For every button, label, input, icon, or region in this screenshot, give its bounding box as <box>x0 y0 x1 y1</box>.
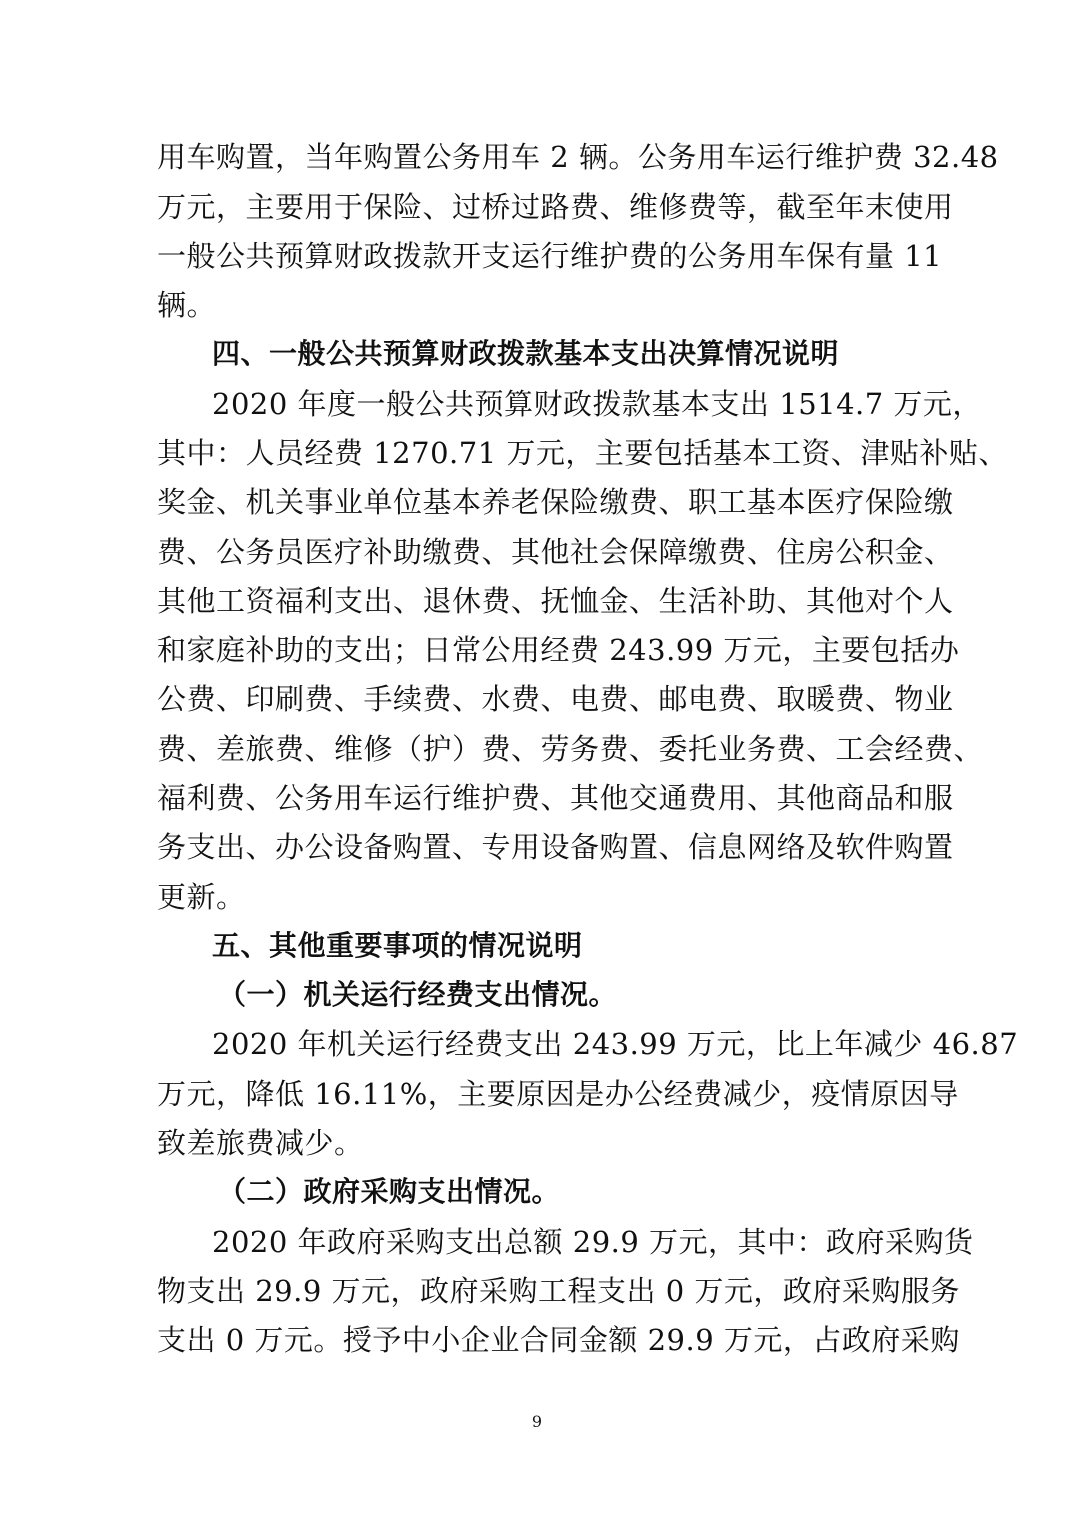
section-heading-5: 五、其他重要事项的情况说明 <box>212 929 583 962</box>
body-text-line: 致差旅费减少。 <box>157 1126 364 1160</box>
body-text-line: 更新。 <box>157 880 246 914</box>
body-text-line: 2020 年机关运行经费支出 243.99 万元，比上年减少 46.87 <box>212 1027 1019 1061</box>
body-text-line: 其他工资福利支出、退休费、抚恤金、生活补助、其他对个人 <box>157 584 954 618</box>
page-number: 9 <box>531 1412 543 1431</box>
body-text-line: 辆。 <box>157 288 217 322</box>
body-text-line: 公费、印刷费、手续费、水费、电费、邮电费、取暖费、物业 <box>157 682 954 716</box>
body-text-line: 2020 年度一般公共预算财政拨款基本支出 1514.7 万元， <box>212 387 982 421</box>
body-text-line: 2020 年政府采购支出总额 29.9 万元，其中：政府采购货 <box>212 1225 974 1259</box>
body-text-line: 奖金、机关事业单位基本养老保险缴费、职工基本医疗保险缴 <box>157 485 954 519</box>
body-text-line: 福利费、公务用车运行维护费、其他交通费用、其他商品和服 <box>157 781 954 815</box>
body-text-line: 和家庭补助的支出；日常公用经费 243.99 万元，主要包括办 <box>157 633 960 667</box>
body-text-line: 务支出、办公设备购置、专用设备购置、信息网络及软件购置 <box>157 830 954 864</box>
body-text-line: 万元，降低 16.11%，主要原因是办公经费减少，疫情原因导 <box>157 1077 959 1111</box>
body-text-line: 支出 0 万元。授予中小企业合同金额 29.9 万元，占政府采购 <box>157 1323 960 1357</box>
body-text-line: 费、公务员医疗补助缴费、其他社会保障缴费、住房公积金、 <box>157 535 954 569</box>
body-text-line: 一般公共预算财政拨款开支运行维护费的公务用车保有量 11 <box>157 239 943 273</box>
body-text-line: 万元，主要用于保险、过桥过路费、维修费等，截至年末使用 <box>157 190 954 224</box>
body-text-line: 费、差旅费、维修（护）费、劳务费、委托业务费、工会经费、 <box>157 732 984 766</box>
body-text-line: 物支出 29.9 万元，政府采购工程支出 0 万元，政府采购服务 <box>157 1274 960 1308</box>
subsection-heading-2: （二）政府采购支出情况。 <box>218 1175 561 1208</box>
section-heading-4: 四、一般公共预算财政拨款基本支出决算情况说明 <box>212 337 840 370</box>
body-text-line: 用车购置，当年购置公务用车 2 辆。公务用车运行维护费 32.48 <box>157 140 999 174</box>
body-text-line: 其中：人员经费 1270.71 万元，主要包括基本工资、津贴补贴、 <box>157 436 1008 470</box>
subsection-heading-1: （一）机关运行经费支出情况。 <box>218 978 618 1011</box>
